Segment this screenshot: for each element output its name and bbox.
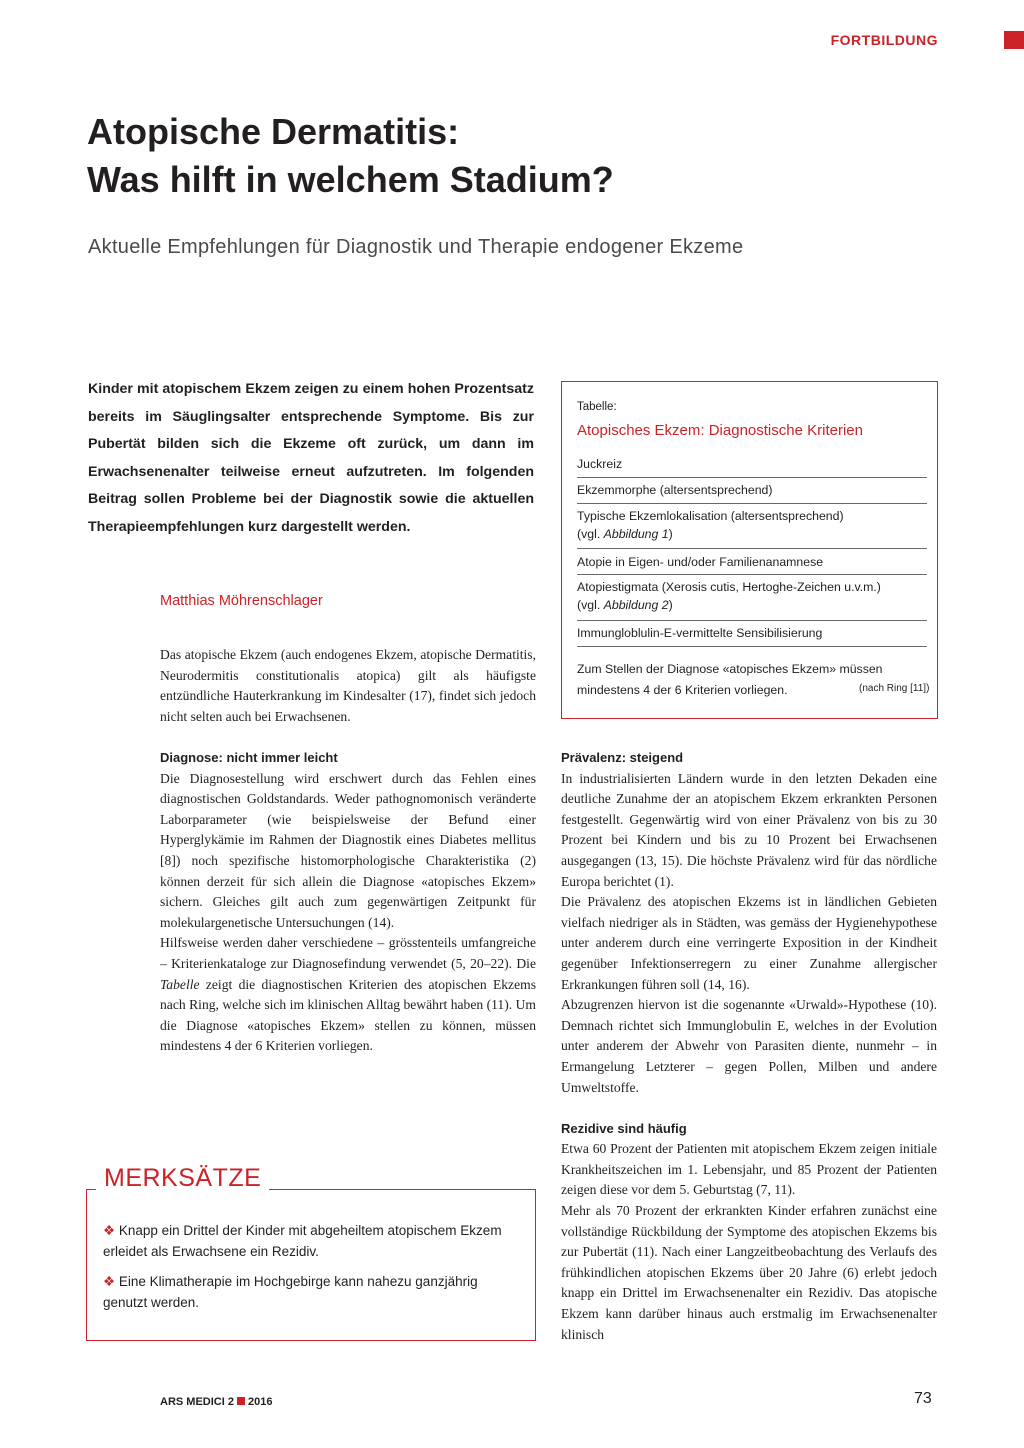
merksatz-item — [103, 1271, 523, 1313]
author-name: Matthias Möhrenschlager — [160, 593, 323, 609]
criterion-3 — [577, 507, 927, 543]
journal-year: 2016 — [247, 1396, 273, 1408]
table-divider — [577, 548, 927, 549]
section-label: FORTBILDUNG — [830, 32, 938, 48]
section-diagnose — [160, 748, 536, 1057]
criterion-5-text: Atopiestigmata (Xerosis cutis, Hertoghe-Zeichen u.v.m.) — [577, 580, 881, 594]
criterion-6: Immungloblulin-E-vermittelte Sensibilisierung — [577, 626, 823, 640]
intro-text: Das atopische Ekzem (auch endogenes Ekzem, atopische Dermatitis, Neurodermitis constitutionalis atopica) gilt als häufigste entzündliche Hauterkrankung im Kindesalter (17), findet sich jedoch nicht selten auch bei Erwachsenen. — [160, 647, 536, 724]
paragraph: Die Prävalenz des atopischen Ekzems ist in ländlichen Gebieten vielfach niedriger als in Städten, was gemäss der Hygienehypothese unter anderem durch eine verringerte Exposition in der Kindheit gegenüber Infektionserregern zu einer Zunahme allergischer Erkrankungen führen soll (14, 16). — [561, 894, 937, 992]
paragraph — [160, 933, 536, 1057]
journal-name: ARS MEDICI 2 — [160, 1396, 234, 1408]
criterion-2: Ekzemmorphe (altersentsprechend) — [577, 483, 773, 497]
paragraph: Die Diagnosestellung wird erschwert durch das Fehlen eines diagnostischen Goldstandards. Weder pathognomonisch veränderte Laborparameter (wie beispielsweise der Befund einer Hyperglykämie im Rahmen der Diagnostik eines Diabetes mellitus [8]) noch spezifische histomorphologische Charakteristika (2) können derzeit für sich allein die Diagnose «atopisches Ekzem» sichern. Gleiches gilt auch zum gegenwärtigen Zeitpunkt für molekulargenetische Untersuchungen (14). — [160, 770, 536, 930]
article-title — [87, 108, 847, 204]
table-divider — [577, 477, 927, 478]
corner-marker — [1004, 31, 1024, 49]
paragraph-text: zeigt die diagnostischen Kriterien des atopischen Ekzems nach Ring, welche sich im klinischen Alltag bewährt haben (11). Um die Diagnose «atopisches Ekzem» stellen zu können, müssen mindestens 4 der 6 Kriterien vorliegen. — [160, 976, 536, 1054]
table-divider — [577, 620, 927, 621]
criterion-3-ref-suffix: ) — [668, 527, 673, 541]
criterion-4: Atopie in Eigen- und/oder Familienanamnese — [577, 555, 824, 569]
merksaetze-title: MERKSÄTZE — [96, 1164, 269, 1193]
table-caption: Tabelle: — [577, 401, 617, 413]
table-source: (nach Ring [11]) — [859, 683, 930, 694]
section-heading: Diagnose: nicht immer leicht — [160, 750, 338, 765]
page-number: 73 — [914, 1390, 932, 1407]
lead-paragraph: Kinder mit atopischem Ekzem zeigen zu einem hohen Prozentsatz bereits im Säuglingsalter entsprechende Symptome. Bis zur Pubertät bilden sich die Ekzeme oft zurück, um dann im Erwachsenenalter teilweise erneut aufzutreten. Im folgenden Beitrag sollen Probleme bei der Diagnostik sowie die aktuellen Therapieempfehlungen kurz dargestellt werden. — [88, 381, 534, 535]
table-divider — [577, 503, 927, 504]
intro-paragraph — [160, 645, 536, 727]
paragraph-text: Hilfsweise werden daher verschiedene – grösstenteils umfangreiche – Kriterienkataloge zur Diagnosefindung verwendet (5, 20–22). Die — [160, 935, 536, 971]
merksaetze-box — [86, 1189, 536, 1341]
article-subtitle: Aktuelle Empfehlungen für Diagnostik und Therapie endogener Ekzeme — [88, 236, 744, 258]
table-reference: Tabelle — [160, 976, 200, 992]
section-heading: Rezidive sind häufig — [561, 1120, 687, 1136]
table-divider — [577, 574, 927, 575]
criterion-1: Juckreiz — [577, 457, 623, 471]
diamond-bullet-icon: ❖ — [103, 1223, 116, 1238]
criterion-5-ref-prefix: (vgl. — [577, 598, 604, 612]
diamond-bullet-icon: ❖ — [103, 1274, 116, 1289]
table-note: Zum Stellen der Diagnose «atopisches Ekzem» müssen mindestens 4 der 6 Kriterien vorliegen. — [577, 662, 883, 697]
criterion-3-ref-figure: Abbildung 1 — [603, 527, 669, 541]
criterion-5 — [577, 578, 927, 614]
footer-journal — [160, 1396, 272, 1408]
criterion-3-ref-prefix: (vgl. — [577, 527, 604, 541]
paragraph: Abzugrenzen hiervon ist die sogenannte «Urwald»-Hypothese (10). Demnach richtet sich Immunglobulin E, welches in der Evolution unter anderem der Abwehr von Parasiten diente, nunmehr – in Ermangelung Letzterer – gegen Pollen, Milben und andere Umweltstoffe. — [561, 997, 937, 1095]
paragraph: In industrialisierten Ländern wurde in den letzten Dekaden eine deutliche Zunahme der an atopischem Ekzem erkrankten Personen festgestellt. Gegenwärtig wird von einer Prävalenz von bis zu 30 Prozent bei Kindern und bis zu 10 Prozent bei Erwachsenen ausgegangen (13, 15). Die höchste Prävalenz wird für das nördliche Europa berichtet (1). — [561, 770, 937, 889]
paragraph: Mehr als 70 Prozent der erkrankten Kinder erfahren zunächst eine vollständige Rückbildung der Symptome des atopischen Ekzems bis zur Pubertät (11). Nach einer Langzeitbeobachtung des Verlaufs des frühkindlichen atopischen Ekzems über 20 Jahre (6) erlebt jedoch knapp ein Drittel im Erwachsenenalter ein Rezidiv. Das atopische Ekzem kann darüber hinaus auch erstmalig im Erwachsenenalter klinisch — [561, 1203, 937, 1342]
footer-square-marker — [237, 1397, 245, 1405]
section-spacer — [561, 1098, 937, 1119]
section-praevalenz — [561, 748, 937, 1345]
criterion-5-ref-figure: Abbildung 2 — [603, 598, 669, 612]
title-line-1: Atopische Dermatitis: — [87, 111, 460, 152]
table-divider — [577, 646, 927, 647]
merksatz-item — [103, 1220, 523, 1262]
merksatz-text: Eine Klimatherapie im Hochgebirge kann nahezu ganzjährig genutzt werden. — [103, 1274, 478, 1310]
paragraph: Etwa 60 Prozent der Patienten mit atopischem Ekzem zeigen initiale Krankheitszeichen im 1. Lebensjahr, und 85 Prozent der Patienten zeigen diese vor dem 5. Geburtstag (7, 11). — [561, 1141, 937, 1198]
title-line-2: Was hilft in welchem Stadium? — [87, 159, 614, 200]
table-title: Atopisches Ekzem: Diagnostische Kriterien — [577, 422, 863, 439]
criterion-3-text: Typische Ekzemlokalisation (altersentsprechend) — [577, 509, 844, 523]
merksatz-text: Knapp ein Drittel der Kinder mit abgeheiltem atopischem Ekzem erleidet als Erwachsene ein Rezidiv. — [103, 1223, 502, 1259]
section-heading: Prävalenz: steigend — [561, 750, 684, 765]
criterion-5-ref-suffix: ) — [668, 598, 673, 612]
